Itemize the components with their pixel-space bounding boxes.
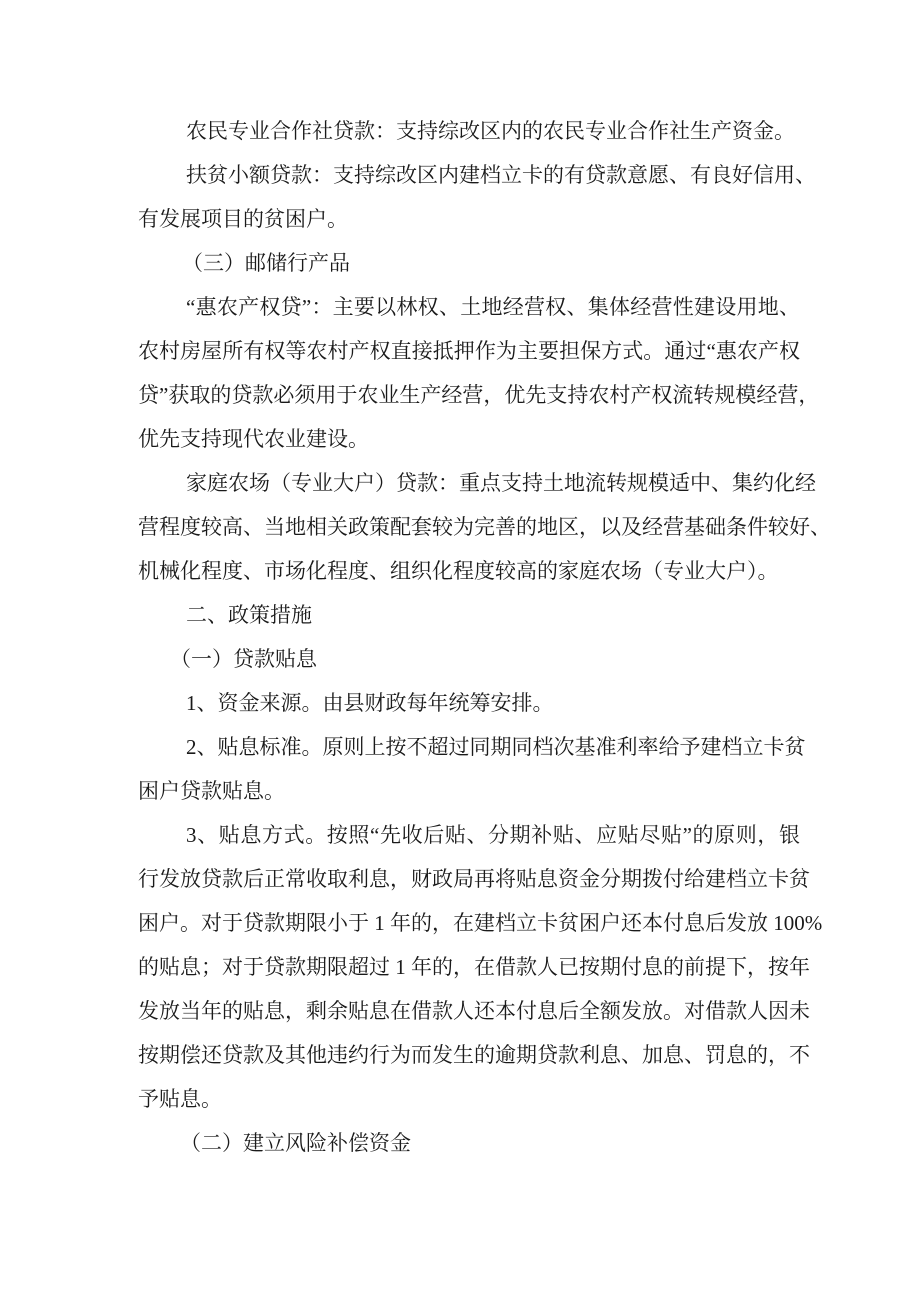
- heading-risk-compensation: （二）建立风险补偿资金: [180, 1131, 411, 1155]
- item-subsidy-method-line-2: 行发放贷款后正常收取利息，财政局再将贴息资金分期拨付给建档立卡贫: [138, 867, 810, 891]
- poverty-microloan-line-2: 有发展项目的贫困户。: [138, 207, 348, 231]
- huinong-loan-line-1: “惠农产权贷”：主要以林权、土地经营权、集体经营性建设用地、: [186, 295, 800, 319]
- item-subsidy-method-line-5: 发放当年的贴息，剩余贴息在借款人还本付息后全额发放。对借款人因未: [138, 999, 810, 1023]
- huinong-loan-line-4: 优先支持现代农业建设。: [138, 427, 369, 451]
- huinong-loan-line-3: 贷”获取的贷款必须用于农业生产经营，优先支持农村产权流转规模经营，: [138, 383, 820, 407]
- item-fund-source: 1、资金来源。由县财政每年统筹安排。: [186, 691, 554, 715]
- item-subsidy-method-line-3: 困户。对于贷款期限小于 1 年的，在建档立卡贫困户还本付息后发放 100%: [138, 911, 823, 935]
- poverty-microloan-line-1: 扶贫小额贷款：支持综改区内建档立卡的有贷款意愿、有良好信用、: [186, 163, 816, 187]
- huinong-loan-line-2: 农村房屋所有权等农村产权直接抵押作为主要担保方式。通过“惠农产权: [138, 339, 800, 363]
- heading-policy-measures: 二、政策措施: [186, 603, 312, 627]
- item-subsidy-method-line-7: 予贴息。: [138, 1087, 222, 1111]
- item-subsidy-method-line-1: 3、贴息方式。按照“先收后贴、分期补贴、应贴尽贴”的原则，银: [186, 823, 800, 847]
- family-farm-loan-line-2: 营程度较高、当地相关政策配套较为完善的地区，以及经营基础条件较好、: [138, 515, 831, 539]
- item-subsidy-standard-line-2: 困户贷款贴息。: [138, 779, 285, 803]
- family-farm-loan-line-3: 机械化程度、市场化程度、组织化程度较高的家庭农场（专业大户）。: [138, 559, 779, 583]
- item-subsidy-method-line-4: 的贴息；对于贷款期限超过 1 年的，在借款人已按期付息的前提下，按年: [138, 955, 810, 979]
- item-subsidy-standard-line-1: 2、贴息标准。原则上按不超过同期同档次基准利率给予建档立卡贫: [186, 735, 806, 759]
- item-subsidy-method-line-6: 按期偿还贷款及其他违约行为而发生的逾期贷款利息、加息、罚息的，不: [138, 1043, 810, 1067]
- heading-loan-subsidy: （一）贷款贴息: [170, 647, 317, 671]
- heading-postal-products: （三）邮储行产品: [182, 251, 350, 275]
- coop-loan: 农民专业合作社贷款：支持综改区内的农民专业合作社生产资金。: [186, 119, 795, 143]
- family-farm-loan-line-1: 家庭农场（专业大户）贷款：重点支持土地流转规模适中、集约化经: [186, 471, 816, 495]
